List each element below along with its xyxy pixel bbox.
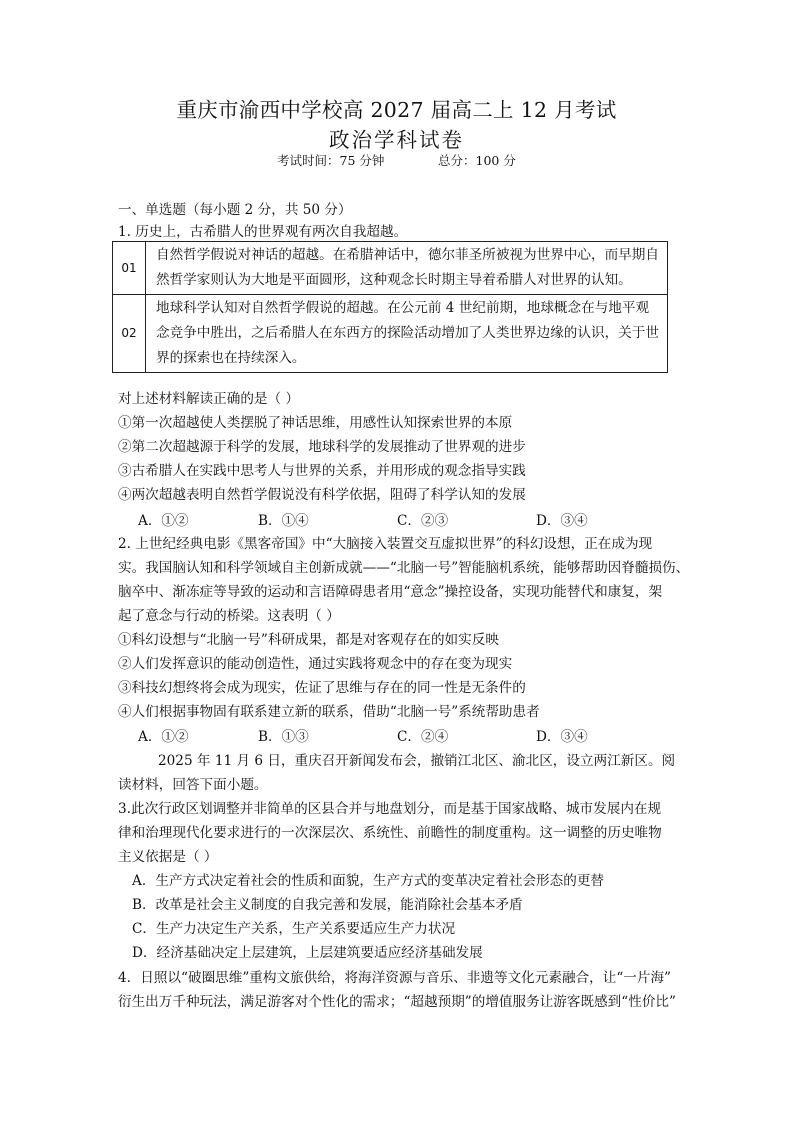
- statement: ①第一次超越使人类摆脱了神话思维，用感性认知探索世界的本原: [118, 415, 513, 431]
- q2-stem-line: 起了意念与行动的桥梁。这表明（ ）: [118, 608, 340, 624]
- q3-stem-line: 律和治理现代化要求进行的一次深层次、系统性、前瞻性的制度重构。这一调整的历史唯物: [118, 825, 662, 841]
- row-text: 自然哲学假说对神话的超越。在希腊神话中，德尔菲圣所被视为世界中心，而早期自然哲学家则认为大地是平面圆形，这种观念长时期主导着希腊人对世界的认知。: [146, 242, 668, 295]
- q3-stem-line: 主义依据是（ ）: [118, 849, 218, 865]
- q1-stem: 1. 历史上，古希腊人的世界观有两次自我超越。: [118, 224, 408, 240]
- q1-question: 对上述材料解读正确的是（ ）: [118, 391, 300, 407]
- q3-stem-line: 3.此次行政区划调整并非简单的区县合并与地盘划分，而是基于国家战略、城市发展内在规: [118, 801, 662, 817]
- option-b[interactable]: B．改革是社会主义制度的自我完善和发展，能消除社会基本矛盾: [132, 897, 523, 913]
- option-d[interactable]: D．③④: [536, 729, 588, 745]
- exam-title: 重庆市渝西中学校高 2027 届高二上 12 月考试: [176, 98, 617, 122]
- option-a[interactable]: A．①②: [138, 729, 189, 745]
- statement: ②人们发挥意识的能动创造性，通过实践将观念中的存在变为现实: [118, 656, 513, 672]
- statement: ③古希腊人在实践中思考人与世界的关系，并用形成的观念指导实践: [118, 463, 526, 479]
- section-heading: 一、单选题（每小题 2 分，共 50 分）: [118, 202, 352, 218]
- table-row: [113, 242, 668, 295]
- option-c[interactable]: C．②③: [397, 513, 449, 529]
- statement: ④两次超越表明自然哲学假说没有科学依据，阻碍了科学认知的发展: [118, 487, 526, 503]
- q2-stem-line: 2. 上世纪经典电影《黑客帝国》中“大脑接入装置交互虚拟世界”的科幻设想，正在成为现: [118, 536, 653, 552]
- passage-line: 读材料，回答下面小题。: [118, 777, 268, 793]
- q4-stem-line: 4．日照以“破圈思维”重构文旅供给，将海洋资源与音乐、非遗等文化元素融合，让“一片海”: [118, 970, 672, 986]
- statement: ②第二次超越源于科学的发展，地球科学的发展推动了世界观的进步: [118, 439, 526, 455]
- option-a[interactable]: A．①②: [138, 513, 189, 529]
- exam-time: 考试时间：75 分钟: [277, 153, 385, 168]
- statement: ①科幻设想与“北脑一号”科研成果，都是对客观存在的如实反映: [118, 632, 499, 648]
- statement: ④人们根据事物固有联系建立新的联系，借助“北脑一号”系统帮助患者: [118, 704, 540, 720]
- option-d[interactable]: D．③④: [536, 513, 588, 529]
- q1-material-table: [112, 241, 668, 373]
- table-row: [113, 295, 668, 373]
- row-number: 01: [113, 242, 146, 295]
- option-b[interactable]: B．①③: [258, 729, 309, 745]
- option-c[interactable]: C．生产力决定生产关系，生产关系要适应生产力状况: [132, 921, 456, 937]
- total-score: 总分：100 分: [438, 153, 516, 168]
- option-a[interactable]: A．生产方式决定着社会的性质和面貌，生产方式的变革决定着社会形态的更替: [132, 873, 605, 889]
- passage-line: 2025 年 11 月 6 日，重庆召开新闻发布会，撤销江北区、渝北区，设立两江新区。阅: [158, 753, 676, 769]
- statement: ③科技幻想终将会成为现实，佐证了思维与存在的同一性是无条件的: [118, 680, 526, 696]
- option-c[interactable]: C．②④: [397, 729, 449, 745]
- option-b[interactable]: B．①④: [258, 513, 309, 529]
- exam-subtitle: 政治学科试卷: [329, 128, 464, 152]
- q4-stem-line: 衍生出万千种玩法，满足游客对个性化的需求；“超越预期”的增值服务让游客既感到“性价比”: [118, 994, 676, 1010]
- row-number: 02: [113, 295, 146, 373]
- row-text: 地球科学认知对自然哲学假说的超越。在公元前 4 世纪前期，地球概念在与地平观念竞争中胜出，之后希腊人在东西方的探险活动增加了人类世界边缘的认识，关于世界的探索也在持续深入。: [146, 295, 668, 373]
- q2-stem-line: 脑卒中、渐冻症等导致的运动和言语障碍患者用“意念”操控设备，实现功能替代和康复，架: [118, 584, 663, 600]
- q2-stem-line: 实。我国脑认知和科学领域自主创新成就——“北脑一号”智能脑机系统，能够帮助因脊髓损伤、: [118, 560, 690, 576]
- option-d[interactable]: D．经济基础决定上层建筑，上层建筑要适应经济基础发展: [132, 945, 483, 961]
